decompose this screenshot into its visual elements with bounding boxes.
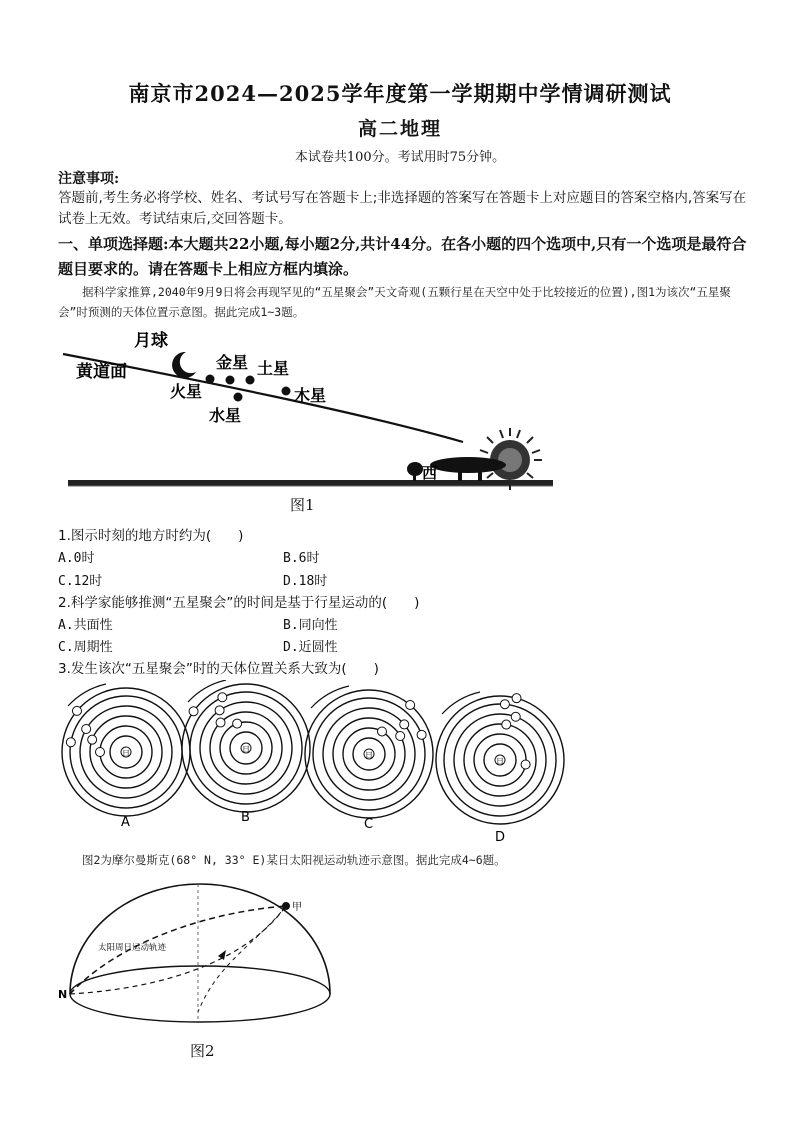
label-mars: 火星 xyxy=(170,382,203,401)
label-sun-jia: 甲 xyxy=(292,902,302,913)
orbit-diagram-c xyxy=(305,686,433,818)
planet-marker xyxy=(218,693,227,702)
diagram-label-c: C xyxy=(364,817,374,832)
intro-paragraph-2: 图2为摩尔曼斯克(68° N, 33° E)某日太阳视运动轨迹示意图。据此完成4~6题。 xyxy=(82,853,506,867)
label-sun-track: 太阳周日运动轨迹 xyxy=(98,943,167,953)
planet-marker xyxy=(396,732,405,741)
jupiter-dot xyxy=(282,387,291,396)
label-north: N xyxy=(58,988,68,1001)
question-2-stem: 2.科学家能够推测“五星聚会”的时间是基于行星运动的( ) xyxy=(58,595,420,611)
question-1-option-b: B.6时 xyxy=(283,551,320,566)
planet-marker xyxy=(189,707,198,716)
question-2-option-b: B.同向性 xyxy=(283,618,338,633)
horizon-ellipse xyxy=(70,966,330,1022)
figure-2-caption: 图2 xyxy=(190,1042,215,1060)
figure-1-caption: 图1 xyxy=(290,496,315,514)
planet-marker xyxy=(88,735,97,744)
label-moon: 月球 xyxy=(134,331,168,351)
question-1-option-a: A.0时 xyxy=(58,551,95,566)
sun-position-dot xyxy=(282,902,290,910)
sun-glyph: 日 xyxy=(122,749,130,758)
diagram-label-b: B xyxy=(241,810,250,825)
planet-marker xyxy=(521,760,530,769)
question-2-option-a: A.共面性 xyxy=(58,618,113,633)
notice-heading: 注意事项: xyxy=(58,171,120,187)
orbit-diagram-d xyxy=(436,692,564,824)
intro-paragraph-1: 据科学家推算,2040年9月9日将会再现罕见的“五星聚会”天文奇观(五颗行星在天空中处于比较接近的位置),图1为该次“五星聚会”时预测的天体位置示意图。据此完成1~3题。 xyxy=(58,285,731,319)
venus-dot xyxy=(226,376,235,385)
question-2-option-d: D.近圆性 xyxy=(283,640,338,655)
question-1-stem: 1.图示时刻的地方时约为( ) xyxy=(58,528,244,544)
figure-2 xyxy=(58,872,348,1062)
exam-note: 本试卷共100分。考试用时75分钟。 xyxy=(294,150,506,165)
planet-marker xyxy=(82,725,91,734)
diagram-label-d: D xyxy=(495,830,506,845)
planet-marker xyxy=(417,730,426,739)
notice-body: 答题前,考生务必将学校、姓名、考试号写在答题卡上;非选择题的答案写在答题卡上对应题目的答案空格内,答案写在试卷上无效。考试结束后,交回答题卡。 xyxy=(58,190,747,227)
label-venus: 金星 xyxy=(216,353,249,372)
question-3-stem: 3.发生该次“五星聚会”时的天体位置关系大致为( ) xyxy=(58,661,379,677)
question-3-diagrams xyxy=(58,680,578,845)
planet-marker xyxy=(512,694,521,703)
sun-glyph: 日 xyxy=(496,757,504,766)
question-2-option-c: C.周期性 xyxy=(58,640,113,655)
planet-marker xyxy=(400,720,409,729)
label-saturn: 土星 xyxy=(257,359,290,378)
moon-icon xyxy=(172,352,196,378)
planet-marker xyxy=(96,748,105,757)
planet-marker xyxy=(406,700,415,709)
orbit-diagram-b xyxy=(182,680,310,812)
planet-marker xyxy=(72,706,81,715)
planet-marker xyxy=(233,719,242,728)
sun-glyph: 日 xyxy=(365,751,373,760)
orbit-diagram-a xyxy=(62,684,190,816)
mercury-dot xyxy=(234,393,243,402)
label-west: 西 xyxy=(422,464,438,482)
sky-dome xyxy=(70,884,330,994)
planet-marker xyxy=(502,720,511,729)
planet-marker xyxy=(500,700,509,709)
section-heading: 一、单项选择题:本大题共22小题,每小题2分,共计44分。在各小题的四个选项中,只有一个选项是最符合题目要求的。请在答题卡上相应方框内填涂。 xyxy=(58,235,747,278)
planet-marker xyxy=(66,738,75,747)
sun-glyph: 日 xyxy=(242,745,250,754)
question-1-option-d: D.18时 xyxy=(283,574,328,589)
label-ecliptic: 黄道面 xyxy=(76,362,127,382)
exam-subtitle: 高二地理 xyxy=(357,118,442,140)
figure-1 xyxy=(58,322,558,522)
saturn-dot xyxy=(246,376,255,385)
label-jupiter: 木星 xyxy=(294,386,327,405)
mars-dot xyxy=(206,375,215,384)
label-mercury: 水星 xyxy=(209,406,242,425)
question-1-option-c: C.12时 xyxy=(58,574,103,589)
planet-marker xyxy=(215,706,224,715)
diagram-label-a: A xyxy=(121,815,130,830)
planet-marker xyxy=(378,727,387,736)
planet-marker xyxy=(216,718,225,727)
exam-title: 南京市2024—2025学年度第一学期期中学情调研测试 xyxy=(128,81,672,106)
planet-marker xyxy=(511,712,520,721)
